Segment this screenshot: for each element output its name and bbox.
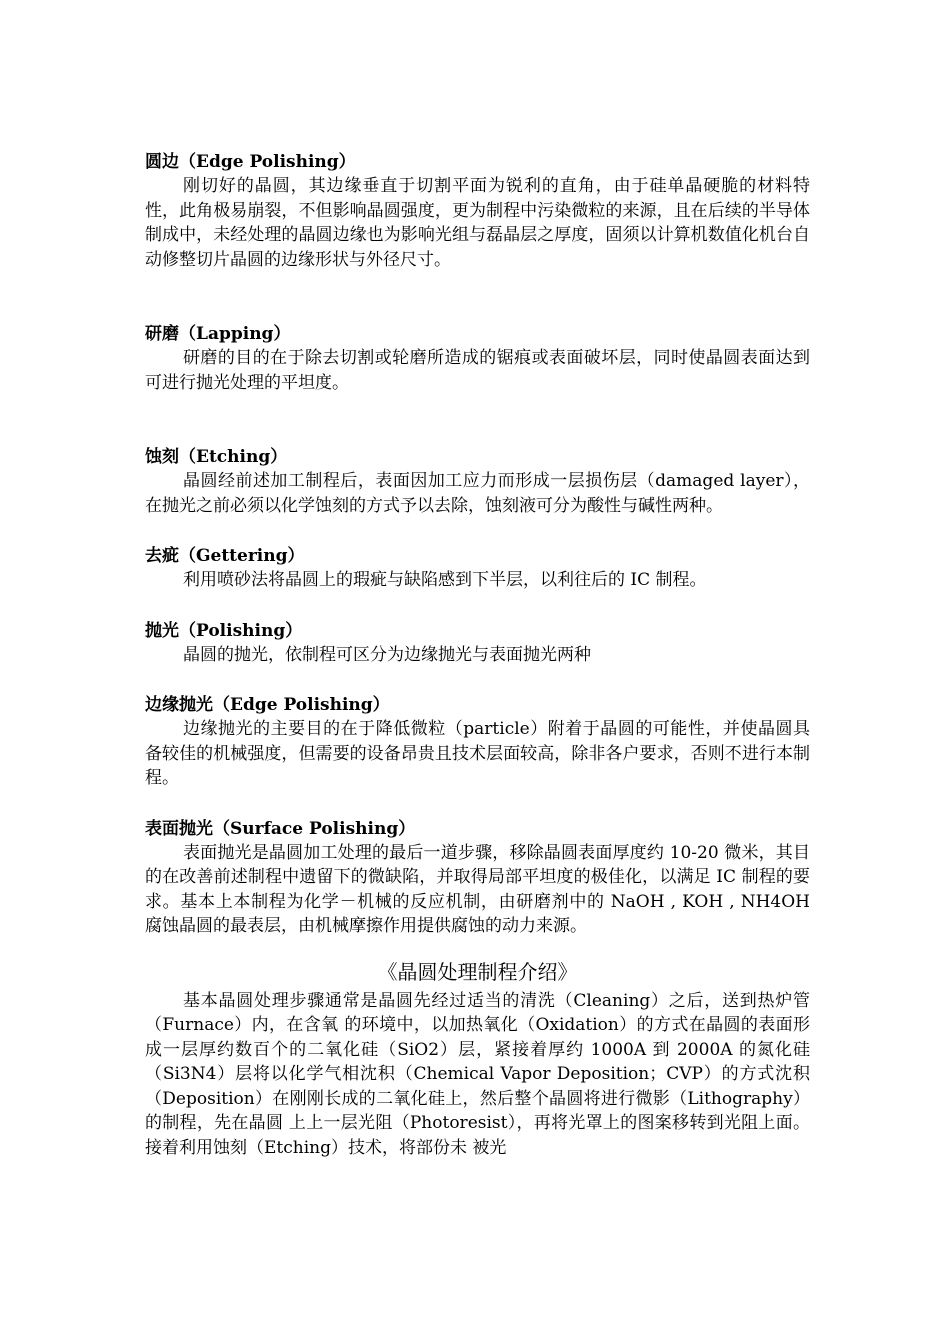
section-body: 晶圆经前述加工制程后，表面因加工应力而形成一层损伤层（damaged layer），在抛光之前必须以化学蚀刻的方式予以去除，蚀刻液可分为酸性与碱性两种。	[145, 471, 810, 516]
section-heading: 研磨（Lapping）	[145, 324, 291, 344]
section-etching	[145, 445, 810, 518]
spacer	[145, 395, 810, 445]
document-page	[145, 150, 810, 1160]
section-heading: 去疵（Gettering）	[145, 546, 305, 566]
section-lapping	[145, 322, 810, 395]
section-edge-polishing	[145, 693, 810, 791]
section-polishing	[145, 619, 810, 668]
section-body: 边缘抛光的主要目的在于降低微粒（particle）附着于晶圆的可能性，并使晶圆具备较佳的机械强度，但需要的设备昂贵且技术层面较高，除非各户要求，否则不进行本制程。	[145, 719, 810, 788]
document-title: 《晶圆处理制程介绍》	[377, 959, 578, 984]
section-heading: 表面抛光（Surface Polishing）	[145, 818, 416, 839]
section-body: 晶圆的抛光，依制程可区分为边缘抛光与表面抛光两种	[183, 644, 591, 665]
section-heading: 抛光（Polishing）	[145, 620, 303, 641]
section-gettering	[145, 544, 810, 593]
intro-body: 基本晶圆处理步骤通常是晶圆先经过适当的清洗（Cleaning）之后，送到热炉管（Furnace）内，在含氧 的环境中，以加热氧化（Oxidation）的方式在晶圆的表面形成一层厚约数百个的二氧化硅（SiO2）层，紧接着厚约 1000A 到 2000A 的氮化硅（Si3N4）层将以化学气相沈积（Chemical Vapor Deposition；CVP）的方式沈积（Deposition）在刚刚长成的二氧化硅上，然后整个晶圆将进行微影（Lithography）的制程，先在晶圆 上上一层光阻（Photoresist），再将光罩上的图案移转到光阻上面。接着利用蚀刻（Etching）技术，将部份未 被光	[145, 990, 810, 1158]
section-heading: 蚀刻（Etching）	[145, 447, 288, 467]
spacer	[145, 593, 810, 619]
spacer	[145, 791, 810, 817]
section-body: 刚切好的晶圆，其边缘垂直于切割平面为锐利的直角，由于硅单晶硬脆的材料特性，此角极易崩裂，不但影响晶圆强度，更为制程中污染微粒的来源，且在后续的半导体制成中，未经处理的晶圆边缘也为影响光组与磊晶层之厚度，固须以计算机数值化机台自动修整切片晶圆的边缘形状与外径尺寸。	[145, 176, 810, 270]
section-body: 表面抛光是晶圆加工处理的最后一道步骤，移除晶圆表面厚度约 10-20 微米，其目的在改善前述制程中遗留下的微缺陷，并取得局部平坦度的极佳化，以满足 IC 制程的要求。基本上本制程为化学－机械的反应机制，由研磨剂中的 NaOH , KOH , NH4OH 腐蚀晶圆的最表层，由机械摩擦作用提供腐蚀的动力来源。	[145, 842, 810, 936]
section-heading: 圆边（Edge Polishing）	[145, 152, 356, 172]
spacer	[145, 518, 810, 544]
spacer	[145, 667, 810, 693]
section-edge-rounding	[145, 150, 810, 272]
section-surface-polishing	[145, 817, 810, 939]
section-heading: 边缘抛光（Edge Polishing）	[145, 695, 390, 715]
section-body: 研磨的目的在于除去切割或轮磨所造成的锯痕或表面破坏层，同时使晶圆表面达到可进行抛光处理的平坦度。	[145, 348, 810, 393]
section-body: 利用喷砂法将晶圆上的瑕疵与缺陷感到下半层，以利往后的 IC 制程。	[183, 570, 707, 590]
spacer	[145, 272, 810, 322]
